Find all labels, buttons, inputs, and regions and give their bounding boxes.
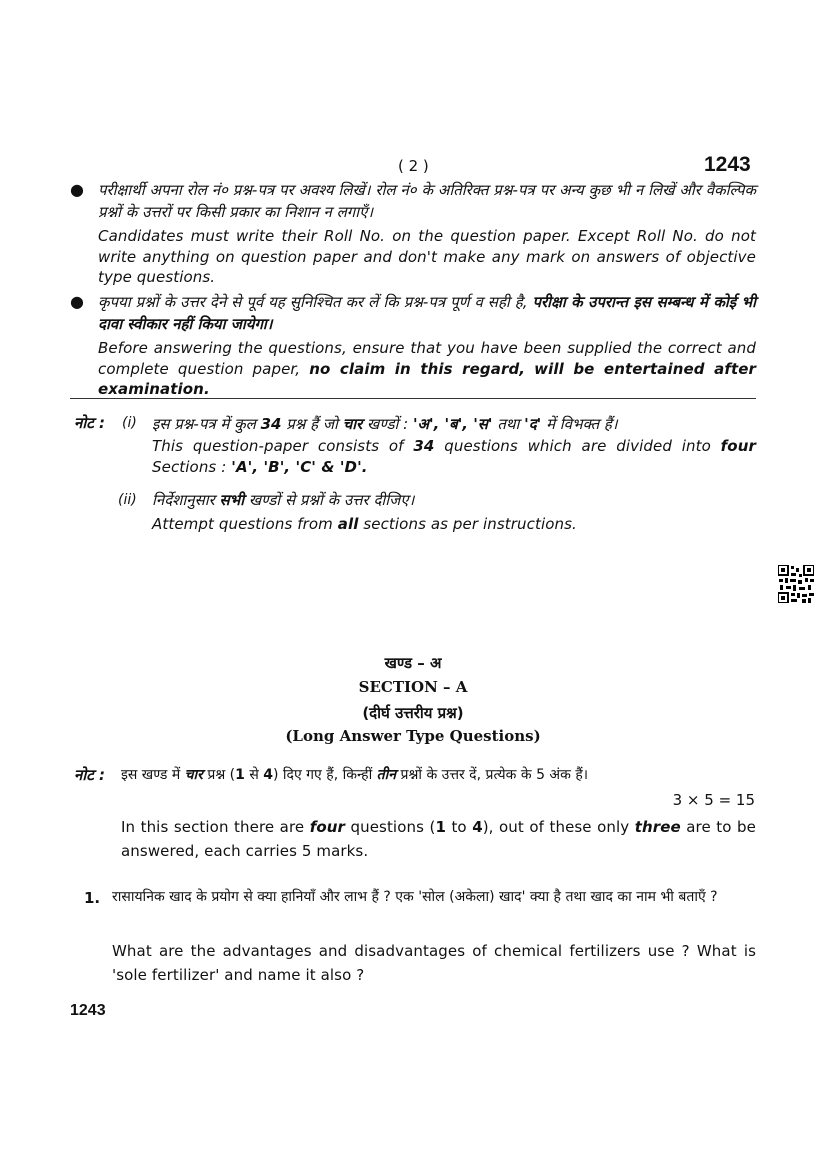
question-1-number: 1. bbox=[84, 889, 101, 907]
note-item-1-english bbox=[152, 436, 756, 477]
note-1-en-d: four bbox=[720, 437, 756, 455]
paper-code-header: 1243 bbox=[704, 153, 751, 176]
instruction-2-english-comma: , bbox=[519, 359, 526, 378]
note-2-en-b: all bbox=[337, 515, 359, 533]
note-1-en-a: This question-paper consists of bbox=[152, 437, 404, 455]
question-1-english: What are the advantages and disadvantages of chemical fertilizers use ? What is 'sole fertilizer' and name it also ? bbox=[112, 942, 756, 984]
section-note-hindi bbox=[121, 765, 761, 784]
note-1-hi-g: तथा bbox=[497, 415, 520, 433]
note-2-hi-b: सभी bbox=[219, 491, 245, 509]
note-item-2-hindi bbox=[152, 489, 756, 511]
sn-en-c: questions ( bbox=[350, 818, 436, 836]
page-number: ( 2 ) bbox=[398, 157, 429, 175]
note-1-hi-a: इस प्रश्न-पत्र में कुल bbox=[152, 415, 256, 433]
divider bbox=[70, 398, 756, 399]
bullet-icon: ● bbox=[70, 180, 84, 199]
instruction-2-english-bold-2: will be entertained after examination. bbox=[98, 359, 757, 398]
note-item-1-number: (i) bbox=[122, 415, 137, 431]
instruction-2-hindi-text: कृपया प्रश्नों के उत्तर देने से पूर्व यह सुनिश्चित कर लें कि प्रश्न-पत्र पूर्ण व सही है, bbox=[98, 293, 528, 311]
note-2-hi-a: निर्देशानुसार bbox=[152, 491, 215, 509]
bullet-icon: ● bbox=[70, 292, 84, 311]
note-1-en-b: 34 bbox=[413, 437, 435, 455]
note-2-en-a: Attempt questions from bbox=[152, 515, 333, 533]
note-1-en-f: 'A', 'B', 'C' & 'D'. bbox=[231, 457, 368, 476]
instruction-1-english: Candidates must write their Roll No. on the question paper. Except Roll No. do not write anything on question paper and don't make any mark on answers of objective type questions. bbox=[98, 227, 756, 286]
qr-code-icon bbox=[778, 565, 814, 603]
sn-hi-h: तीन bbox=[376, 767, 397, 783]
sn-hi-b: चार bbox=[184, 767, 203, 783]
note-1-en-e: Sections : bbox=[152, 457, 227, 476]
sn-hi-i: प्रश्नों के उत्तर दें, प्रत्येक के 5 अंक हैं। bbox=[400, 767, 589, 783]
section-english-subtitle: (Long Answer Type Questions) bbox=[285, 727, 541, 745]
instruction-2-hindi-bold: परीक्षा के उपरान्त इस सम्बन्ध में कोई भी दावा स्वीकार नहीं किया जायेगा। bbox=[98, 293, 756, 333]
sn-hi-c: प्रश्न ( bbox=[207, 767, 236, 783]
note-1-hi-i: में विभक्त हैं। bbox=[546, 415, 618, 433]
note-2-en-c: sections as per instructions. bbox=[363, 515, 577, 533]
sn-hi-a: इस खण्ड में bbox=[121, 767, 181, 783]
sn-en-e: to bbox=[451, 818, 467, 836]
section-note-english bbox=[121, 815, 756, 863]
note-item-2-number: (ii) bbox=[118, 492, 137, 508]
note-item-1-hindi bbox=[152, 413, 756, 435]
section-hindi-title: खण्ड – अ bbox=[384, 654, 442, 672]
note-1-hi-h: 'द' bbox=[524, 415, 542, 433]
section-note-label: नोट : bbox=[74, 766, 105, 784]
sn-en-h: three bbox=[634, 818, 681, 836]
question-1-hindi: रासायनिक खाद के प्रयोग से क्या हानियाँ और लाभ हैं ? एक 'सोल (अकेला) खाद' क्या है तथा खाद का नाम भी बताएँ ? bbox=[112, 889, 718, 905]
instruction-2-hindi bbox=[98, 291, 756, 335]
section-marks: 3 × 5 = 15 bbox=[672, 791, 755, 809]
section-hindi-subtitle: (दीर्घ उत्तरीय प्रश्न) bbox=[362, 704, 464, 722]
sn-en-i: are to be answered, each carries 5 marks. bbox=[121, 818, 756, 860]
note-1-en-c: questions which are divided into bbox=[444, 437, 711, 455]
note-1-hi-c: प्रश्न हैं जो bbox=[286, 415, 338, 433]
sn-en-f: 4 bbox=[472, 818, 483, 836]
paper-code-footer: 1243 bbox=[70, 1002, 106, 1019]
instruction-2-english-text: Before answering the questions, ensure that you have been supplied the correct and complete question paper, bbox=[98, 339, 756, 378]
instruction-1-hindi: परीक्षार्थी अपना रोल नं० प्रश्न-पत्र पर अवश्य लिखें। रोल नं० के अतिरिक्त प्रश्न-पत्र पर अन्य कुछ भी न लिखें और वैकल्पिक प्रश्नों के उत्तरों पर किसी प्रकार का निशान न लगाएँ। bbox=[98, 181, 756, 221]
note-1-hi-d: चार bbox=[342, 415, 363, 433]
section-english-title: SECTION – A bbox=[358, 678, 468, 696]
sn-hi-f: 4 bbox=[263, 767, 274, 783]
instruction-2-english-bold: no claim in this regard bbox=[309, 359, 520, 378]
note-1-hi-f: 'अ', 'ब', 'स' bbox=[412, 415, 493, 433]
note-item-2-english bbox=[152, 514, 756, 535]
instruction-2-english bbox=[98, 338, 756, 400]
sn-en-g: ), out of these only bbox=[482, 818, 630, 836]
note-1-hi-b: 34 bbox=[260, 415, 282, 433]
sn-en-d: 1 bbox=[435, 818, 446, 836]
sn-hi-g: ) दिए गए हैं, किन्हीं bbox=[273, 767, 373, 783]
note-label: नोट : bbox=[74, 414, 105, 432]
sn-hi-d: 1 bbox=[235, 767, 245, 783]
note-1-hi-e: खण्डों : bbox=[367, 415, 409, 433]
note-2-hi-c: खण्डों से प्रश्नों के उत्तर दीजिए। bbox=[248, 491, 415, 509]
sn-hi-e: से bbox=[249, 767, 259, 783]
sn-en-b: four bbox=[309, 818, 346, 836]
sn-en-a: In this section there are bbox=[121, 818, 305, 836]
